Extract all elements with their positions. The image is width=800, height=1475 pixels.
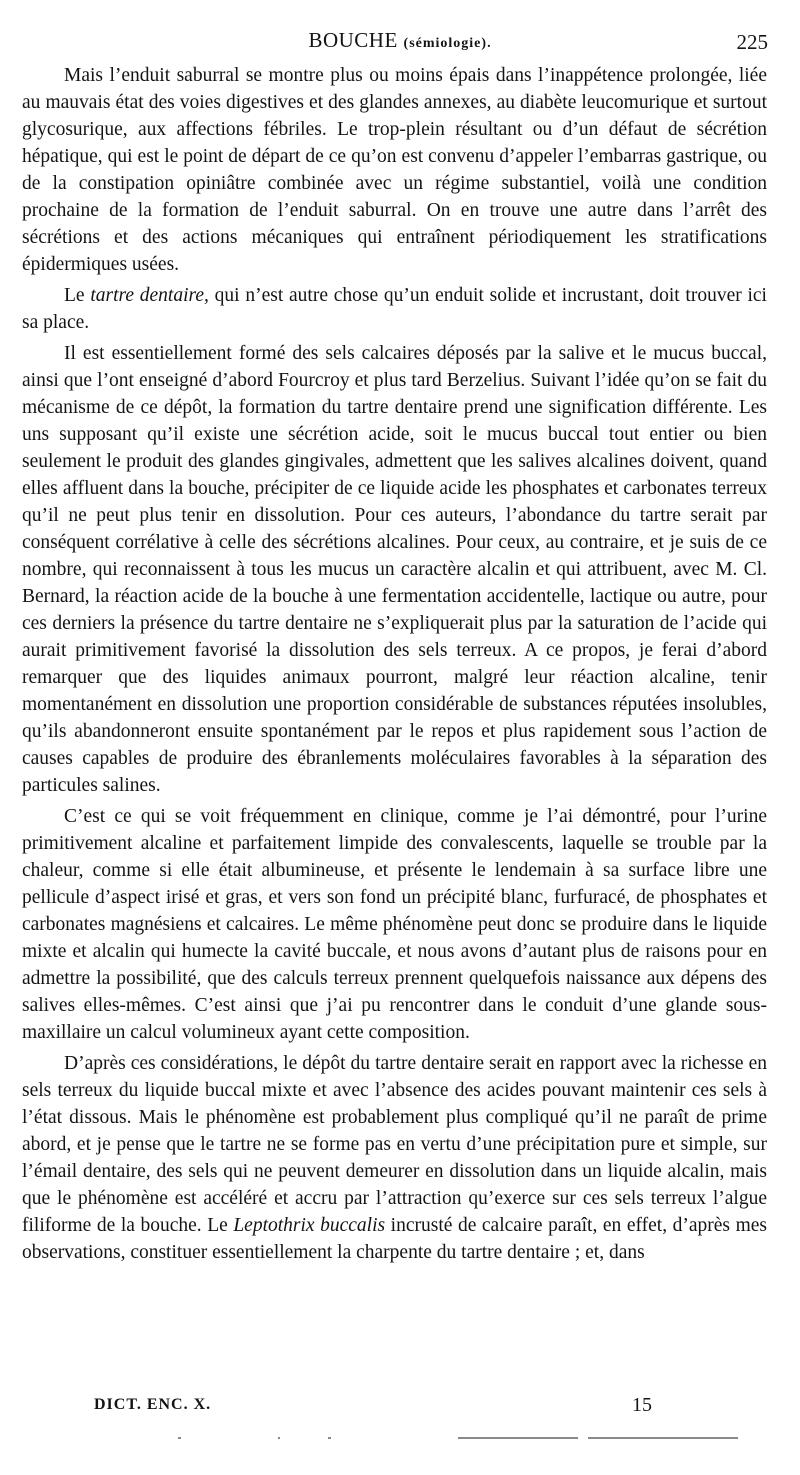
signature-number: 15 [632, 1394, 652, 1416]
italic-term: tartre dentaire, [90, 285, 209, 306]
paragraph-text: C’est ce qui se voit fréquemment en clinique, comme je l’ai démontré, pour l’urine primitivement alcaline et parfaitement limpide des convalescents, laquelle se trouble par la chaleur, comme si elle était albumineuse, et présente le lendemain à sa surface libre une pellicule d’aspect irisé et gras, et vers son fond un précipité blanc, furfuracé, de phosphates et carbonates magnésiens et calcaires. Le même phénomène peut donc se produire dans le liquide mixte et alcalin qui humecte la cavité buccale, et nous avons d’autant plus de raisons pour en admettre la possibilité, que des calculs terreux prennent quelquefois naissance aux dépens des salives elles-mêmes. C’est ainsi que j’ai pu rencontrer dans le conduit d’une glande sous-maxillaire un calcul volumineux ayant cette composition. [22, 806, 767, 1043]
paragraph [22, 282, 767, 336]
paragraph [22, 62, 767, 278]
scan-artifact-line [178, 1437, 738, 1441]
paragraph [22, 340, 767, 799]
running-head-title [0, 28, 800, 53]
running-head-main: BOUCHE [308, 28, 398, 52]
body-text [22, 62, 767, 1266]
running-head [0, 28, 800, 58]
italic-term: Leptothrix buccalis [233, 1215, 386, 1236]
paragraph-text: qui n’est autre chose qu’un enduit solide et incrustant, doit trouver ici sa place. [22, 285, 767, 333]
paragraph-text: Il est essentiellement formé des sels calcaires déposés par la salive et le mucus buccal, ainsi que l’ont enseigné d’abord Fourcroy et plus tard Berzelius. Suivant l’idée qu’on se fait du mécanisme de ce dépôt, la formation du tartre dentaire prend une signification différente. Les uns supposant qu’il existe une sécrétion acide, soit le mucus buccal tout entier ou bien seulement le produit des glandes gingivales, admettent que les salives alcalines doivent, quand elles affluent dans la bouche, précipiter de ce liquide acide les phosphates et carbonates terreux qu’il ne peut plus tenir en dissolution. Pour ces auteurs, l’abondance du tartre serait par conséquent corrélative à celle des sécrétions alcalines. Pour ceux, au contraire, et je suis de ce nombre, qui reconnaissent à tous les mucus un caractère alcalin et qui attribuent, avec M. Cl. Bernard, la réaction acide de la bouche à une fermentation accidentelle, lactique ou autre, pour ces derniers la présence du tartre dentaire ne s’expliquerait plus par la saturation de l’acide qui aurait primitivement favorisé la dissolution des sels terreux. A ce propos, je ferai d’abord remarquer que des liquides animaux pourront, malgré leur réaction alcaline, tenir momentanément en dissolution une proportion considérable de substances réputées insolubles, qu’ils abandonneront ensuite spontanément par le repos et plus rapidement sous l’action de causes capables de produire des ébranlements moléculaires favorables à la séparation des particules salines. [22, 343, 767, 796]
page-number: 225 [736, 30, 768, 54]
running-head-subtitle: (sémiologie). [403, 36, 492, 51]
paragraph [22, 1050, 767, 1266]
paragraph-text: D’après ces considérations, le dépôt du tartre dentaire serait en rapport avec la richesse en sels terreux du liquide buccal mixte et avec l’absence des acides pouvant maintenir ces sels à l’état dissous. Mais le phénomène est probablement plus compliqué qu’il ne paraît de prime abord, et je pense que le tartre ne se forme pas en vertu d’une précipitation pure et simple, sur l’émail dentaire, des sels qui ne peuvent demeurer en dissolution dans un liquide alcalin, mais que le phénomène est accéléré et accru par l’attraction qu’exerce sur ces sels terreux l’algue filiforme de la bouche. Le [22, 1053, 767, 1236]
signature-label: DICT. ENC. X. [94, 1396, 212, 1413]
paragraph-text: Le [64, 285, 91, 306]
paragraph-text: incrusté de calcaire paraît, en effet, d’après mes observations, constituer essentiellement la charpente du tartre dentaire ; et, dans [22, 1215, 767, 1263]
paragraph [22, 803, 767, 1046]
paragraph-text: Mais l’enduit saburral se montre plus ou moins épais dans l’inappétence prolongée, liée au mauvais état des voies digestives et des glandes annexes, au diabète leucomurique et surtout glycosurique, aux affections fébriles. Le trop-plein résultant ou d’un défaut de sécrétion hépatique, qui est le point de départ de ce qu’on est convenu d’appeler l’embarras gastrique, ou de la constipation opiniâtre combinée avec un régime substantiel, voilà une condition prochaine de la formation de l’enduit saburral. On en trouve une autre dans l’arrêt des sécrétions et des actions mécaniques qui entraînent périodiquement les stratifications épidermiques usées. [22, 65, 767, 275]
